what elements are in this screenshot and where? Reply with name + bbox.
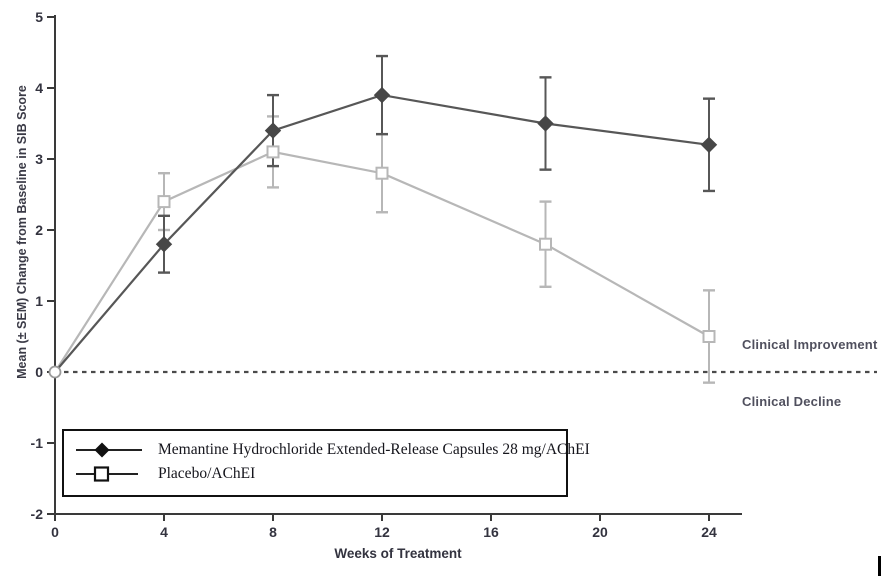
clinical-decline-label: Clinical Decline [742,394,842,409]
series-memantine [55,56,715,372]
x-tick-label: 16 [483,524,499,540]
markers-memantine [157,88,717,252]
x-tick-label: 8 [269,524,277,540]
clinical-improvement-label: Clinical Improvement [742,337,878,352]
legend-label-placebo: Placebo/AChEI [158,465,256,482]
x-axis-title: Weeks of Treatment [334,546,462,561]
filled-diamond-marker [702,137,717,152]
x-tick-label: 4 [160,524,168,540]
open-square-marker [377,168,388,179]
legend-box [62,429,590,497]
legend-label-memantine: Memantine Hydrochloride Extended-Release Capsules 28 mg/AChEI [158,441,590,458]
open-square-marker [268,146,279,157]
filled-diamond-marker [538,116,553,131]
x-tick-label: 20 [592,524,608,540]
x-tick-label: 24 [701,524,717,540]
series-placebo [55,116,715,382]
x-tick-label: 0 [51,524,59,540]
y-tick-label: 4 [35,80,43,96]
open-square-marker [540,239,551,250]
open-square-legend-icon [74,464,146,484]
open-square-marker [704,331,715,342]
y-tick-label: 1 [35,293,43,309]
y-tick-label: -2 [30,506,43,522]
legend-row-memantine [74,438,590,462]
origin-open-circle-marker [50,367,61,378]
x-axis-ticks [51,514,717,540]
y-axis-ticks [31,9,55,522]
y-tick-label: 0 [35,364,43,380]
y-tick-label: 3 [35,151,43,167]
open-square-marker [159,196,170,207]
filled-diamond-marker [375,88,390,103]
y-axis-title: Mean (± SEM) Change from Baseline in SIB Score [15,85,29,379]
x-tick-label: 12 [374,524,390,540]
y-tick-label: 5 [35,9,43,25]
markers-placebo [159,146,715,342]
filled-diamond-legend-icon [74,440,146,460]
y-tick-label: 2 [35,222,43,238]
y-tick-label: -1 [30,435,43,451]
scrollbar-fragment [878,556,881,576]
legend-row-placebo [74,462,566,486]
